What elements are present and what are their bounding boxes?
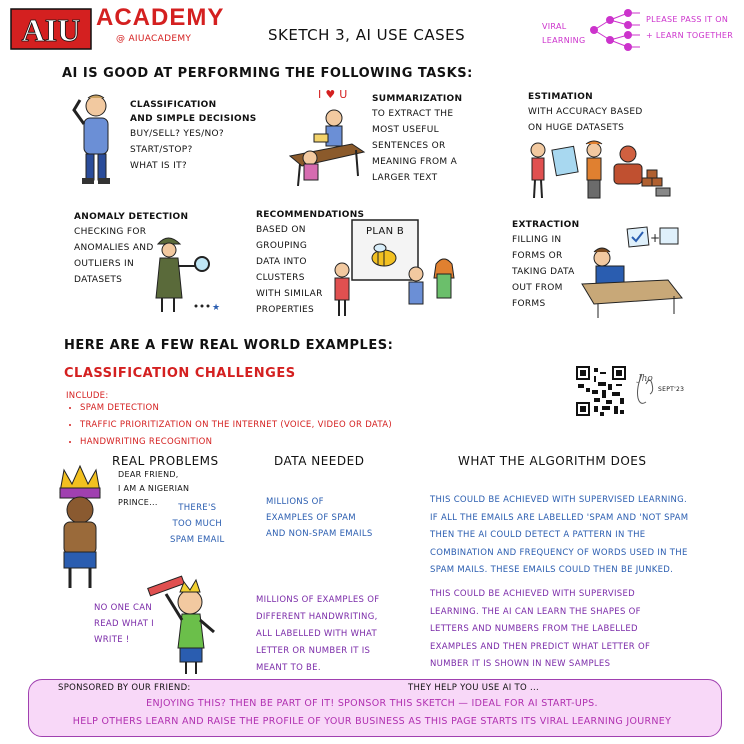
estimation-figure bbox=[524, 138, 672, 200]
signature bbox=[632, 368, 692, 412]
data-line: DIFFERENT HANDWRITING, bbox=[256, 612, 378, 622]
algorithm-line: THIS COULD BE ACHIEVED WITH SUPERVISED LEARNING. bbox=[430, 495, 688, 505]
task-line: BASED ON bbox=[256, 225, 306, 235]
detective-figure bbox=[150, 232, 222, 316]
sketch-title: SKETCH 3, AI USE CASES bbox=[268, 26, 466, 44]
handwriting-data bbox=[256, 592, 379, 677]
pass-label-line: PLEASE PASS IT ON bbox=[646, 15, 729, 24]
handwriting-problem bbox=[94, 600, 154, 648]
svg-text:+: + bbox=[650, 231, 661, 245]
col-algorithm: WHAT THE ALGORITHM DOES bbox=[458, 454, 647, 468]
col-real-problems: REAL PROBLEMS bbox=[112, 454, 219, 468]
task-line: TAKING DATA bbox=[512, 267, 575, 277]
problem-line: THERE'S bbox=[178, 503, 217, 513]
challenge-item: • SPAM DETECTION bbox=[80, 400, 392, 417]
task-title: AND SIMPLE DECISIONS bbox=[130, 114, 257, 124]
task-line: OUT FROM bbox=[512, 283, 563, 293]
summarization-task bbox=[372, 94, 462, 186]
spam-algorithm bbox=[430, 492, 688, 580]
aiu-logo bbox=[10, 8, 92, 50]
spam-data bbox=[266, 494, 373, 542]
data-line: MILLIONS OF bbox=[266, 497, 324, 507]
task-line: SENTENCES OR bbox=[372, 141, 446, 151]
speech-line: DEAR FRIEND, bbox=[118, 470, 179, 479]
task-line: CHECKING FOR bbox=[74, 227, 147, 237]
data-line: LETTER OR NUMBER IT IS bbox=[256, 646, 371, 656]
plan-b-board-text: PLAN B bbox=[366, 226, 404, 237]
challenges-title: CLASSIFICATION CHALLENGES bbox=[64, 366, 296, 381]
task-line: OUTLIERS IN bbox=[74, 259, 135, 269]
data-line: EXAMPLES OF SPAM bbox=[266, 513, 356, 523]
data-line: MILLIONS OF EXAMPLES OF bbox=[256, 595, 380, 605]
challenge-item: • HANDWRITING RECOGNITION bbox=[80, 434, 392, 451]
prince-figure bbox=[50, 462, 116, 590]
problem-line: READ WHAT I bbox=[94, 619, 154, 629]
task-line: BUY/SELL? YES/NO? bbox=[130, 129, 224, 139]
task-title: ANOMALY DETECTION bbox=[74, 212, 189, 222]
algorithm-line: LEARNING. THE AI CAN LEARN THE SHAPES OF bbox=[430, 606, 641, 617]
algorithm-line: EXAMPLES AND THEN PREDICT WHAT LETTER OF bbox=[430, 641, 651, 652]
summarization-figure bbox=[286, 104, 366, 186]
task-line: GROUPING bbox=[256, 241, 308, 251]
qr-code bbox=[576, 366, 626, 416]
algorithm-line: IF ALL THE EMAILS ARE LABELLED 'SPAM AND 'NOT SPAM bbox=[430, 512, 689, 523]
speech-line: PRINCE... bbox=[118, 498, 158, 507]
task-line: FILLING IN bbox=[512, 235, 562, 245]
task-line: FORMS bbox=[512, 299, 546, 309]
help-you-label: THEY HELP YOU USE AI TO ... bbox=[408, 683, 540, 693]
pass-it-on-label bbox=[646, 12, 733, 44]
task-line: FORMS OR bbox=[512, 251, 563, 261]
task-line: DATA INTO bbox=[256, 257, 307, 267]
task-line: LARGER TEXT bbox=[372, 173, 438, 183]
task-line: WITH ACCURACY BASED bbox=[528, 107, 643, 117]
task-title: SUMMARIZATION bbox=[372, 94, 463, 104]
algorithm-line: LETTERS AND NUMBERS FROM THE LABELLED bbox=[430, 624, 638, 634]
col-data-needed: DATA NEEDED bbox=[274, 454, 365, 468]
svg-text:AIU: AIU bbox=[21, 12, 81, 48]
challenges-list bbox=[66, 391, 392, 451]
task-line: MOST USEFUL bbox=[372, 125, 439, 135]
speech-line: I AM A NIGERIAN bbox=[118, 484, 190, 493]
sponsored-by-label: SPONSORED BY OUR FRIEND: bbox=[58, 683, 191, 693]
problem-line: TOO MUCH bbox=[172, 519, 223, 529]
algorithm-line: NUMBER IT IS SHOWN IN NEW SAMPLES bbox=[430, 659, 611, 669]
love-speech: I ♥ U bbox=[318, 88, 348, 101]
pass-label-line: + LEARN TOGETHER bbox=[646, 31, 734, 40]
sponsor-cta-2: HELP OTHERS LEARN AND RAISE THE PROFILE OF YOUR BUSINESS AS THIS PAGE STARTS ITS VIRAL LEARNING JOURNEY bbox=[72, 716, 672, 727]
viral-label-line: VIRAL bbox=[542, 22, 567, 31]
task-line: WITH SIMILAR bbox=[256, 289, 323, 299]
signature-name: Jho bbox=[638, 374, 653, 384]
network-icon bbox=[588, 8, 644, 52]
viral-learning-label bbox=[542, 20, 585, 48]
brand-name: ACADEMY bbox=[96, 4, 225, 31]
task-line: TO EXTRACT THE bbox=[372, 109, 454, 119]
task-line: ON HUGE DATASETS bbox=[528, 123, 625, 133]
task-title: EXTRACTION bbox=[512, 220, 580, 230]
sponsor-cta: ENJOYING THIS? THEN BE PART OF IT! SPONSOR THIS SKETCH — IDEAL FOR AI START-UPS. bbox=[146, 698, 598, 709]
task-line: DATASETS bbox=[74, 275, 123, 285]
data-line: ALL LABELLED WITH WHAT bbox=[256, 629, 377, 639]
algorithm-line: THIS COULD BE ACHIEVED WITH SUPERVISED bbox=[430, 589, 636, 599]
writer-figure bbox=[144, 572, 224, 676]
challenge-item: • TRAFFIC PRIORITIZATION ON THE INTERNET (VOICE, VIDEO OR DATA) bbox=[80, 417, 392, 434]
handwriting-algorithm bbox=[430, 586, 650, 674]
viral-label-line: LEARNING bbox=[542, 36, 586, 45]
include-label: INCLUDE: bbox=[66, 391, 109, 401]
task-title: CLASSIFICATION bbox=[130, 100, 217, 110]
task-title: RECOMMENDATIONS bbox=[256, 210, 365, 220]
confused-person-figure bbox=[70, 92, 122, 186]
extraction-task bbox=[512, 220, 579, 312]
form-filling-figure bbox=[576, 224, 686, 320]
task-line: MEANING FROM A bbox=[372, 157, 458, 167]
brand-handle: @ AIUACADEMY bbox=[116, 34, 192, 44]
examples-heading: HERE ARE A FEW REAL WORLD EXAMPLES: bbox=[64, 338, 394, 353]
tasks-heading: AI IS GOOD AT PERFORMING THE FOLLOWING TASKS: bbox=[62, 66, 473, 81]
data-line: AND NON-SPAM EMAILS bbox=[266, 529, 373, 539]
algorithm-line: THEN THE AI COULD DETECT A PATTERN IN THE bbox=[430, 530, 646, 540]
data-line: MEANT TO BE. bbox=[256, 663, 321, 673]
spam-problem bbox=[170, 500, 225, 548]
task-line: CLUSTERS bbox=[256, 273, 305, 283]
task-line: START/STOP? bbox=[130, 145, 193, 155]
task-title: ESTIMATION bbox=[528, 92, 594, 102]
task-line: PROPERTIES bbox=[256, 305, 315, 315]
problem-line: SPAM EMAIL bbox=[170, 535, 225, 545]
task-line: WHAT IS IT? bbox=[130, 161, 187, 171]
task-line: ANOMALIES AND bbox=[74, 243, 154, 253]
svg-text:★: ★ bbox=[212, 303, 221, 313]
algorithm-line: COMBINATION AND FREQUENCY OF WORDS USED IN THE bbox=[430, 547, 688, 558]
estimation-task bbox=[528, 92, 643, 136]
problem-line: WRITE ! bbox=[94, 635, 130, 645]
classification-task bbox=[130, 100, 257, 174]
algorithm-line: SPAM MAILS. THESE EMAILS COULD THEN BE JUNKED. bbox=[430, 565, 674, 575]
signature-date: SEPT'23 bbox=[658, 386, 685, 393]
problem-line: NO ONE CAN bbox=[94, 603, 152, 613]
